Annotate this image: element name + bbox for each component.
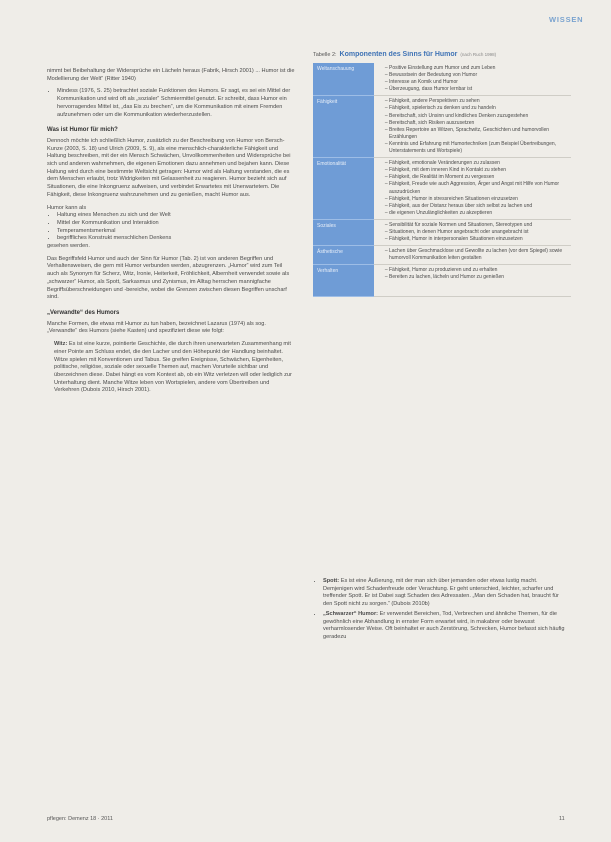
table-caption-label: Tabelle 2: — [313, 52, 337, 58]
list-item: – Fähigkeit, spielerisch zu denken und zu handeln — [389, 105, 571, 112]
table-row-items — [374, 246, 571, 265]
right-column — [313, 578, 567, 644]
list-item: – Interesse an Komik und Humor — [389, 79, 571, 86]
table-row-items — [374, 220, 571, 246]
list-item: • Mittel der Kommunikation und Interaktion — [57, 220, 295, 228]
list-intro: Humor kann als — [47, 204, 87, 211]
footer-journal: pflegen: Demenz 18 · 2011 — [47, 816, 113, 822]
black-humor-label: „Schwarzer“ Humor: — [323, 610, 379, 617]
list-item: – Fähigkeit, Freude wie auch Aggression, Ärger und Angst mit Hilfe von Humor auszudrücken — [389, 181, 571, 195]
spott-text: Es ist eine Äußerung, mit der man sich über jemanden oder etwas lustig macht. Demjenigen wird Schadenfreude oder Verachtung. Er geht unterschied, leichter, scharfer und treffender Spott. Er ist Dabei sagt Schaden des Adressaten. „Man den Schaden hat, braucht für den Spott nicht zu sorgen.“ (Dubois 2010b) — [323, 578, 559, 608]
list-item: – Fähigkeit, Humor in interpersonalen Situationen einzusetzen — [389, 236, 571, 243]
list-item: – Fähigkeit, andere Perspektiven zu sehen — [389, 98, 571, 105]
table-row-items — [374, 63, 571, 96]
list-item: – Situationen, in denen Humor angebracht oder unangebracht ist — [389, 229, 571, 236]
table-caption-source: (nach Ruch 1998) — [460, 52, 497, 57]
paragraph-definition: Dennoch möchte ich schließlich Humor, zusätzlich zu der Beschreibung von Humor von Bersch-Kunze (2003, S. 18) und Ulrich (2009, S. 9), als eine menschlich-charakterliche Fähigkeit und Haltung beschreiben, mit der ein Mensch Schwächen, Unvollkommenheiten und Widersprüche bei sich und anderen wahrnehmen, die eigenen Emotionen dazu annehmen und bejahen kann. Diese Haltung wird durch eine bestimmte Weltsicht getragen: Humor wird als Haltung verstanden, die es dem Menschen erlaubt, trotz Widrigkeiten mit Gelassenheit zu reagieren. Humor bezieht sich auf Situationen, die eine Inkongruenz aufweisen, und verbindet Erwartetes mit Unerwartetem. Die Fähigkeit, diese Inkongruenz wahrzunehmen und zu genießen, macht Humor aus. — [47, 137, 291, 198]
paragraph-delimitation: Das Begriffsfeld Humor und auch der Sinn für Humor (Tab. 2) ist von anderen Begriffen und Verhaltensweisen, die gern mit Humor verbunden werden, abzugrenzen. „Humor“ wird zum Teil auch als Synonym für Scherz, Witz, Ironie, Heiterkeit, Fröhlichkeit, Albernheit verwendet sowie als „schwarzer“ Humor, als Spott, Sarkasmus und Zynismus, im Alltag herrschen mannigfache Begriffsüberschneidungen und -bereiche, wobei die Grenzen zwischen diesen Begriffen unscharf sind. — [47, 255, 290, 301]
list-item: – Bereitschaft, sich Risiken auszusetzen — [389, 120, 571, 127]
table-row — [313, 63, 571, 96]
humor-aspects-list — [47, 212, 295, 243]
table-row-category: Verhalten — [313, 265, 374, 297]
witz-label: Witz: — [54, 341, 68, 348]
list-item: – Lachen über Geschmacklose und Gewollte zu lachen (vor dem Spiegel) sowie humorvoll Kommunikation leiten gestalten — [389, 248, 571, 262]
list-item: • Temperamentsmerkmal — [57, 228, 295, 236]
heading-relatives: „Verwandte“ des Humors — [47, 309, 120, 316]
table-row — [313, 246, 571, 265]
list-item: – Fähigkeit, aus der Distanz heraus über sich selbst zu lachen und — [389, 203, 571, 210]
spott-label: Spott: — [323, 578, 340, 584]
intro-bullets — [47, 88, 295, 119]
list-item: – Kenntnis und Erfahrung mit Humortechniken (zum Beispiel Übertreibungen, Unterstatements und Wortspiele) — [389, 141, 571, 155]
intro-text: nimmt bei Beibehaltung der Widersprüche ein Lächeln heraus (Fabrik, Hirsch 2001) ... Humor ist die Modellierung der Welt“ (Ritter 1940) — [47, 68, 295, 82]
table-caption-title: Komponenten des Sinns für Humor — [339, 51, 458, 58]
table-caption — [313, 51, 571, 58]
list-item: • begriffliches Konstrukt menschlichen Denkens — [57, 235, 295, 243]
table-row-items — [374, 96, 571, 158]
black-humor-definition — [323, 611, 567, 642]
list-outro: gesehen werden. — [47, 243, 90, 250]
black-humor-text: Er verwendet Bereichen, Tod, Verbrechen und ähnliche Themen, für die gewöhnlich eine Abhandlung in ernster Form erwartet wird, in makabrer oder bewusst verharmlosender Weise. Oft beinhaltet er auch Zerstörung, Schrecken, Humor befasst sich häufig geradezu — [323, 610, 565, 640]
witz-definition — [47, 341, 295, 395]
list-item: – Fähigkeit, die Realität im Moment zu vergessen — [389, 174, 571, 181]
spott-definition — [323, 578, 567, 609]
table-row-category: Fähigkeit — [313, 96, 374, 158]
humor-components-table — [313, 63, 571, 297]
table-row-category: Emotionalität — [313, 158, 374, 220]
list-item: – Sensibilität für soziale Normen und Situationen, Stereotypen und — [389, 222, 571, 229]
list-item: – Positive Einstellung zum Humor und zum Leben — [389, 65, 571, 72]
list-item: – Fähigkeit, Humor in stressreichen Situationen einzusetzen — [389, 196, 571, 203]
table-row-category: Weltanschauung — [313, 63, 374, 96]
left-column — [47, 68, 295, 400]
table-row — [313, 265, 571, 297]
list-item: • Haltung eines Menschen zu sich und der Welt — [57, 212, 295, 220]
list-item: – die eigenen Unzulänglichkeiten zu akzeptieren — [389, 210, 571, 217]
list-item: – Fähigkeit, emotionale Veränderungen zu zulassen — [389, 160, 571, 167]
table-row-category: Soziales — [313, 220, 374, 246]
table-row-items — [374, 265, 571, 297]
page-number: 11 — [559, 816, 565, 822]
table-row — [313, 158, 571, 220]
section-tag: WISSEN — [549, 15, 584, 24]
bullet-mindess: • Mindess (1976, S. 25) betrachtet soziale Funktionen des Humors. Er sagt, es sei ein Mittel der Kommunikation und wird oft als „sozialer“ Schmiermittel genutzt. Er schreibt, dass Humor ein hervorragendes Mittel ist, „das Eis zu brechen“, um die Kommunikation mit einem Fremden aufzunehmen oder um die Kommunikation wiederherzustellen. — [57, 88, 295, 119]
table-row-category: Ästhetische — [313, 246, 374, 265]
list-item: – Überzeugung, dass Humor lernbar ist — [389, 86, 571, 93]
table-row-items — [374, 158, 571, 220]
list-item: – Bewusstsein der Bedeutung von Humor — [389, 72, 571, 79]
table-row — [313, 220, 571, 246]
relatives-list — [313, 578, 567, 642]
witz-text: Es ist eine kurze, pointierte Geschichte, die durch ihren unerwarteten Zusammenhang mit einer Pointe am Schluss endet, die den Lacher und den Höhepunkt der Handlung beinhaltet. Witze spielen mit Konventionen und Tabus. Sie greifen Ereignisse, Schwächen, Eigenheiten, politische, religiöse, soziale oder sexuelle Themen auf, machen Vorurteile sichtbar und überzeichnen diese. Dabei hängt es vom Kontext ab, ob ein Witz verletzen will oder lediglich zur Unterhaltung dient. Manche Witze leben von Wortspielen, andere vom Übertreiben und Verkehren (Dubois 2010, Hirsch 2001). — [54, 341, 292, 394]
heading-humor-for-me: Was ist Humor für mich? — [47, 127, 118, 134]
list-item: – Bereiten zu lachen, lächeln und Humor zu genießen — [389, 274, 571, 281]
table-row — [313, 96, 571, 158]
list-item: – Breites Repertoire an Witzen, Sprachwitz, Geschichten und humorvollen Erzählungen — [389, 127, 571, 141]
list-item: – Fähigkeit, Humor zu produzieren und zu erhalten — [389, 267, 571, 274]
paragraph-relatives: Manche Formen, die etwas mit Humor zu tun haben, bezeichnet Lazarus (1974) als sog. „Verwandte“ des Humors (siehe Kasten) und spezifiziert diese wie folgt: — [47, 320, 266, 335]
list-item: – Fähigkeit, mit dem inneren Kind in Kontakt zu stehen — [389, 167, 571, 174]
list-item: – Bereitschaft, sich Unsinn und kindliches Denken zuzugestehen — [389, 113, 571, 120]
